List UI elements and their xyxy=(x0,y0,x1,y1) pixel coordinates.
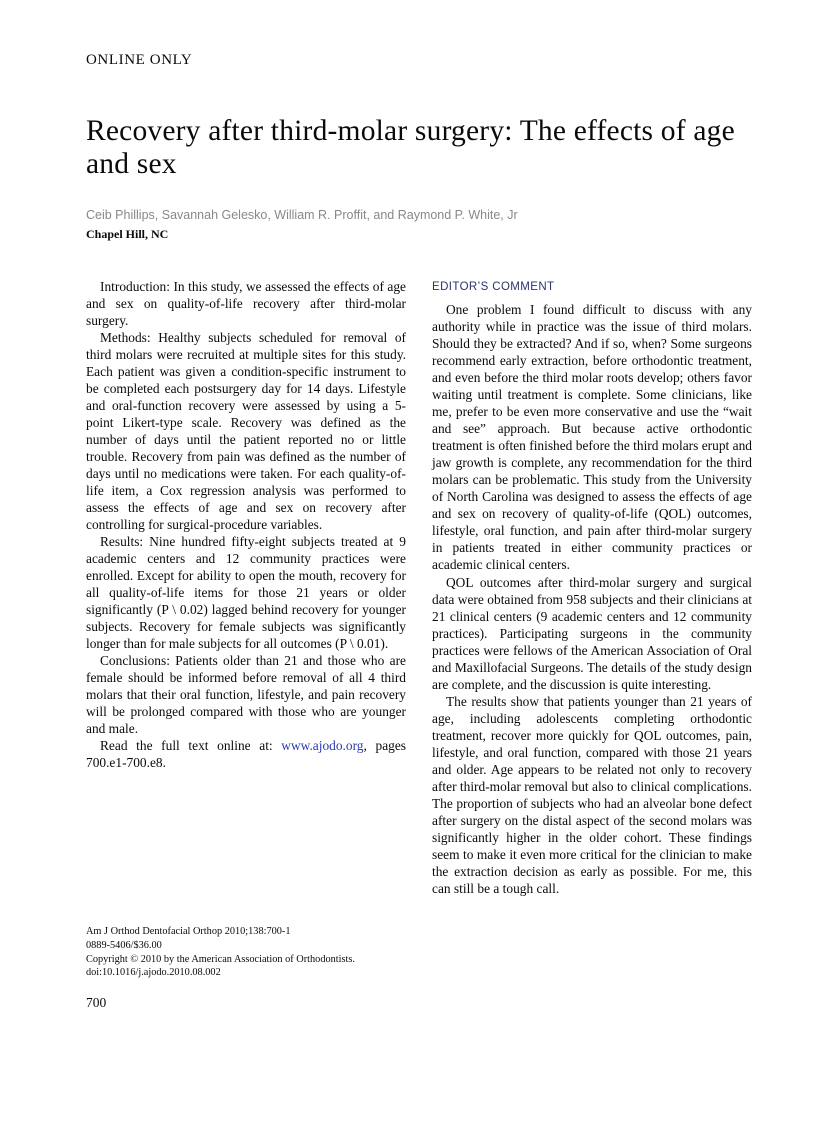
footer-issn-line: 0889-5406/$36.00 xyxy=(86,939,162,951)
abstract-methods-text: Healthy subjects scheduled for removal of third molars were recruited at multiple sites for this study. Each patient was given a condition-specific instrument to be completed each postsurgery day for 14 days. Lifestyle and oral-function recovery were assessed by using a 5-point Likert-type scale. Recovery was defined as the number of days until the patient reported no or little trouble. Recovery from pain was defined as the number of days until no medications were taken. For each quality-of-life item, a Cox regression analysis was performed to assess the effects of age and sex on recovery after controlling for surgical-procedure variables. xyxy=(86,329,406,532)
abstract-conclusions-paragraph xyxy=(86,652,406,737)
abstract-conclusions-label: Conclusions: xyxy=(100,653,170,668)
abstract-results-label: Results: xyxy=(100,533,144,549)
editor-comment-column xyxy=(432,278,752,897)
abstract-results-paragraph xyxy=(86,533,406,652)
abstract-introduction-text: In this study, we assessed the effects of age and sex on quality-of-life recovery after third-molar surgery. xyxy=(86,278,406,328)
read-online-prefix: Read the full text online at: xyxy=(100,738,282,754)
editor-comment-paragraph-1: One problem I found difficult to discuss with any authority while in practice was the issue of third molars. Should they be extracted? And if so, when? Some surgeons recommend early extraction, before orthodontic treatment, and even before the third molar roots develop; others favor waiting until treatment is complete. Some clinicians, like me, prefer to be even more conservative and use the “wait and see” approach. But because active orthodontic treatment is often finished before the third molars erupt and jaw growth is complete, any recommendation for the third molars can be problematic. This study from the University of North Carolina was designed to assess the effects of age and sex on recovery of quality-of-life (QOL) outcomes, lifestyle, oral function, and pain after third-molar surgery in patients treated in either community practices or academic clinical centers. xyxy=(432,302,752,573)
abstract-results-text: Nine hundred fifty-eight subjects treated at 9 academic centers and 12 community practices were enrolled. Except for ability to open the mouth, recovery for all quality-of-life items for those 21 years or older significantly (P \ 0.02) lagged behind recovery for younger subjects. Recovery for female subjects was significantly longer than for male subjects for all outcomes (P \ 0.01). xyxy=(86,533,406,651)
editor-comment-paragraph-2: QOL outcomes after third-molar surgery and surgical data were obtained from 958 subjects and their clinicians at 21 clinical centers (9 academic centers and 12 community practices). Participating surgeons in the community practices were fellows of the American Association of Oral and Maxillofacial Surgeons. The details of the study design are complete, and the discussion is quite interesting. xyxy=(432,574,752,692)
abstract-conclusions-text: Patients older than 21 and those who are female should be informed before removal of all 4 third molars that their oral function, lifestyle, and pain recovery will be prolonged compared with those who are younger and male. xyxy=(86,653,406,737)
ajodo-website-link[interactable]: www.ajodo.org xyxy=(281,738,364,754)
footer-doi-line: doi:10.1016/j.ajodo.2010.08.002 xyxy=(86,967,221,979)
affiliation: Chapel Hill, NC xyxy=(86,226,169,241)
abstract-column xyxy=(86,278,406,897)
abstract-introduction-label: Introduction: xyxy=(100,278,170,294)
article-title: Recovery after third-molar surgery: The effects of age and sex xyxy=(86,115,735,181)
section-label: ONLINE ONLY xyxy=(86,52,193,68)
footer-citation-line: Am J Orthod Dentofacial Orthop 2010;138:700-1 xyxy=(86,925,291,937)
editor-comment-heading: EDITOR’S COMMENT xyxy=(432,280,555,293)
footer-copyright-line: Copyright © 2010 by the American Association of Orthodontists. xyxy=(86,953,355,965)
author-list: Ceib Phillips, Savannah Gelesko, William R. Proffit, and Raymond P. White, Jr xyxy=(86,207,518,222)
abstract-methods-label: Methods: xyxy=(100,329,151,345)
two-column-body xyxy=(86,278,752,897)
editor-comment-paragraph-3: The results show that patients younger than 21 years of age, including adolescents completing orthodontic treatment, recover more quickly for QOL outcomes, pain, lifestyle, and oral function, compared with those 21 years and older. Age appears to be related not only to recovery after third-molar removal but also to clinical complications. The proportion of subjects who had an alveolar bone defect after surgery on the distal aspect of the second molars was significantly higher in the older cohort. These findings seem to make it even more critical for the clinician to make the extraction decision as early as possible. For me, this can still be a tough call. xyxy=(432,693,752,896)
read-online-paragraph xyxy=(86,737,406,771)
abstract-methods-paragraph xyxy=(86,329,406,533)
page-number: 700 xyxy=(86,995,107,1011)
footer-citation-block xyxy=(86,925,752,981)
abstract-introduction-paragraph xyxy=(86,278,406,329)
read-online-suffix: , pages 700.e1-700.e8. xyxy=(86,738,406,771)
